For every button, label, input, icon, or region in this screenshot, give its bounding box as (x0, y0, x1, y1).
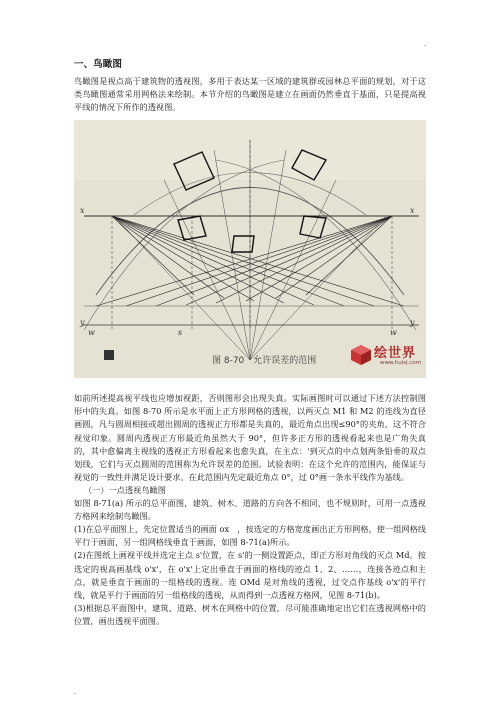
label-w-left: w (88, 328, 95, 338)
watermark-site: www.huisj.com (380, 360, 422, 367)
label-w-right: w (390, 328, 397, 338)
subsection-heading: （一）一点透视鸟瞰图 (84, 484, 166, 495)
section-title: 一、鸟瞰图 (74, 59, 122, 70)
watermark-brand: 绘世界 (374, 346, 417, 362)
cube-logo-icon (350, 344, 372, 366)
step-2: (2)在图纸上画视平线并选定主点 s'位置，在 s'的一侧设置距点，即正方形对角线的灭点 Md。按选定的视高画基线 o'x'，在 o'x'上定出垂直于画面的格线的迹点 1、2、……，连接各迹点和主点，就是垂直于画面的一组格线的透视。连 OMd 是对角线的透视，过交点作基线 o'x'的平行线，就是平行于画面的另一组格线的透视，从而得到一点透视方格网，见图 8-71(b)。 (74, 550, 426, 600)
watermark-logo (350, 342, 422, 372)
intro-paragraph: 鸟瞰图是视点高于建筑物的透视图，多用于表达某一区域的建筑群或园林总平面的规划，对于这类鸟瞰图通常采用网格法来绘制。本节介绍的鸟瞰图是建立在画面仍然垂直于基面，只是提高视平线的情况下所作的透视图。 (74, 76, 426, 113)
figure-8-70 (74, 120, 426, 378)
step-1: (1)在总平面图上，先定位置适当的画面 ox ，按选定的方格宽度画出正方形网格，使一组网格线平行于画面，另一组网格线垂直于画面，如图 8-71(a)所示。 (74, 524, 426, 548)
label-y-left: y (80, 318, 85, 328)
corner-mark: . (423, 40, 426, 48)
corner-mark-bottom: . (74, 688, 77, 696)
perspective-grid-drawing (74, 120, 426, 378)
label-s: s (178, 328, 183, 338)
content-area (74, 58, 426, 628)
paragraph-fig-8-71: 如图 8-71(a) 所示的总平面图，建筑、树木、道路的方向各不相同，也不规则时，可用一点透视方格网来绘制鸟瞰图。 (74, 498, 426, 522)
step-3: (3)根据总平面图中，建筑、道路、树木在网格中的位置，尽可能准确地定出它们在透视网格中的位置，画出透视平面图。 (74, 602, 426, 626)
label-x-left: x (80, 206, 85, 216)
label-x-right: x (410, 206, 415, 216)
label-y-right: y (410, 318, 415, 328)
figure-caption: 图 8-70 允许误差的范围 (212, 356, 317, 367)
paragraph-visual-angle: 如前所述提高视平线也应增加视距，否则图形会出现失真。实际画图时可以通过下述方法控制图形中的失真。如图 8-70 所示是水平面上正方形网格的透视，以两灭点 M1 和 M2 的连线为直径画圆，凡与圆周相接或超出圆周的透视正方形都是失真的，最近角点出现≤90°的夹角，这不符合视觉印象。圆周内透视正方形最近角虽然大于 90°，但许多正方形的透视看起来也是广角失真的，其中愈偏离主视线的透视正方形看起来也愈失真，在主点：'到灭点的中点划两条铅垂的双点划线，它们与灭点圆周的范围称为允许误差的范围。试验表明：在这个允许的范围内，能保证与视觉的一致性并满足设计要求。在此范围内先定最近角点 0°，过 0°画一条水平线作为基线。 (74, 393, 426, 482)
